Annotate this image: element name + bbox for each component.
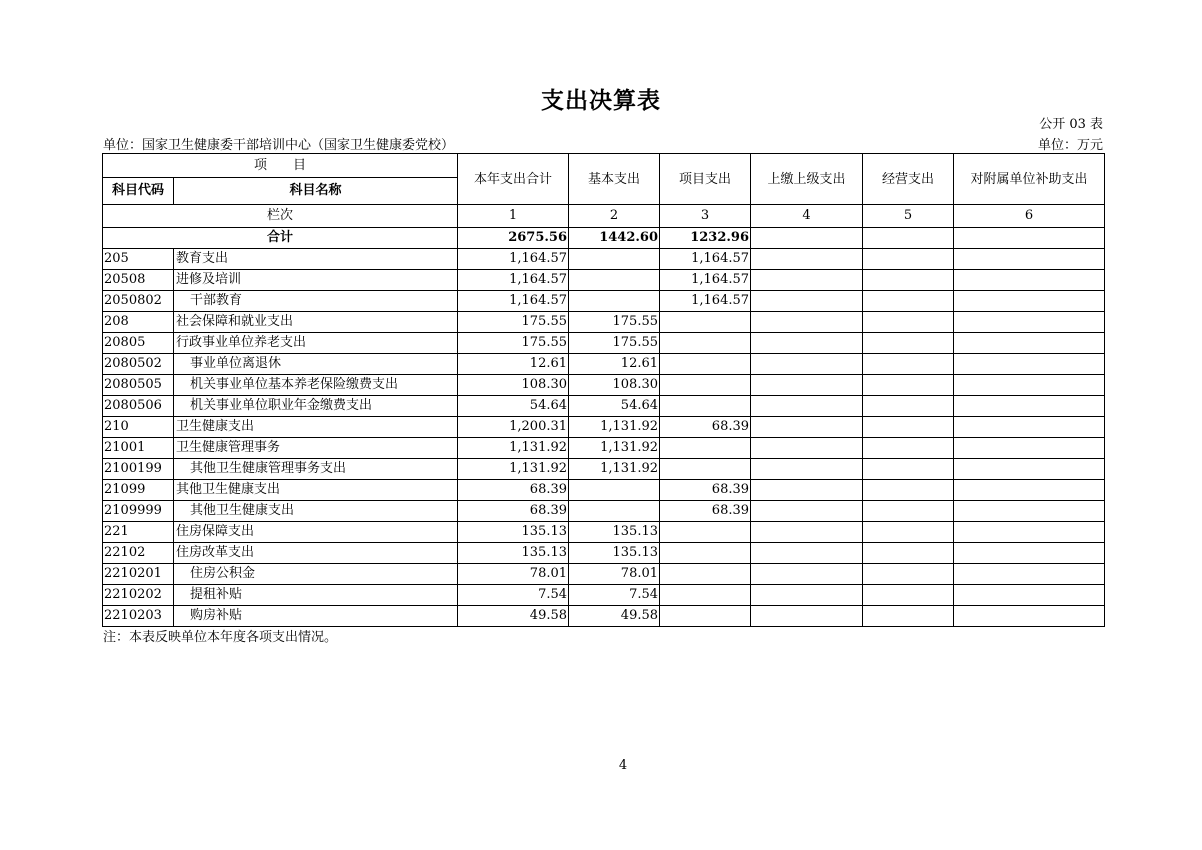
amount-cell (863, 438, 954, 459)
amount-cell (863, 291, 954, 312)
table-note: 注：本表反映单位本年度各项支出情况。 (103, 630, 338, 645)
amount-cell (863, 522, 954, 543)
table-row (103, 396, 1105, 417)
amount-cell: 68.39 (458, 480, 569, 501)
amount-cell (954, 333, 1105, 354)
header-item: 项 目 (103, 154, 458, 178)
total-value (954, 228, 1105, 249)
form-code: 公开 03 表 (1039, 117, 1103, 132)
amount-cell (569, 480, 660, 501)
amount-cell: 49.58 (569, 606, 660, 627)
amount-cell (751, 291, 863, 312)
amount-cell: 175.55 (458, 312, 569, 333)
amount-cell (954, 270, 1105, 291)
amount-cell (569, 501, 660, 522)
subject-name: 社会保障和就业支出 (174, 312, 458, 333)
table-row (103, 312, 1105, 333)
amount-cell: 78.01 (569, 564, 660, 585)
subject-code: 2080502 (103, 354, 174, 375)
subject-code: 2210201 (103, 564, 174, 585)
table-row (103, 564, 1105, 585)
amount-cell: 108.30 (569, 375, 660, 396)
subject-code: 21001 (103, 438, 174, 459)
subject-code: 205 (103, 249, 174, 270)
amount-cell (863, 354, 954, 375)
amount-cell (954, 543, 1105, 564)
total-value (751, 228, 863, 249)
total-value: 1442.60 (569, 228, 660, 249)
total-value: 1232.96 (660, 228, 751, 249)
amount-cell (954, 459, 1105, 480)
subject-code: 2109999 (103, 501, 174, 522)
table-body (103, 249, 1105, 627)
amount-cell (751, 522, 863, 543)
amount-cell (660, 585, 751, 606)
subject-code: 208 (103, 312, 174, 333)
table-row (103, 585, 1105, 606)
table-row (103, 543, 1105, 564)
expenditure-table (102, 153, 1105, 627)
amount-cell: 135.13 (458, 543, 569, 564)
amount-cell (954, 396, 1105, 417)
amount-cell (863, 417, 954, 438)
subject-code: 221 (103, 522, 174, 543)
amount-cell (660, 606, 751, 627)
amount-cell (660, 375, 751, 396)
column-header: 项目支出 (660, 154, 751, 205)
amount-cell (660, 354, 751, 375)
subject-name: 住房公积金 (174, 564, 458, 585)
amount-cell (751, 480, 863, 501)
subject-code: 2050802 (103, 291, 174, 312)
table-row (103, 270, 1105, 291)
unit-name: 单位：国家卫生健康委干部培训中心（国家卫生健康委党校） (103, 138, 455, 153)
amount-cell (751, 417, 863, 438)
amount-cell (660, 396, 751, 417)
lanci-number: 3 (660, 205, 751, 228)
amount-cell (863, 249, 954, 270)
amount-cell: 1,131.92 (458, 459, 569, 480)
subject-name: 其他卫生健康支出 (174, 501, 458, 522)
amount-cell (954, 585, 1105, 606)
table-row (103, 375, 1105, 396)
amount-cell: 1,164.57 (660, 270, 751, 291)
amount-cell (751, 249, 863, 270)
amount-cell (660, 438, 751, 459)
amount-cell (751, 333, 863, 354)
amount-cell: 68.39 (660, 480, 751, 501)
table-row (103, 438, 1105, 459)
table-row (103, 522, 1105, 543)
amount-cell (569, 270, 660, 291)
subject-code: 2210203 (103, 606, 174, 627)
subject-name: 干部教育 (174, 291, 458, 312)
unit-measure: 单位：万元 (1037, 138, 1103, 153)
amount-cell: 12.61 (569, 354, 660, 375)
amount-cell: 1,164.57 (458, 249, 569, 270)
amount-cell: 1,164.57 (458, 291, 569, 312)
amount-cell (863, 375, 954, 396)
header-code: 科目代码 (103, 178, 174, 205)
amount-cell: 1,131.92 (458, 438, 569, 459)
amount-cell (751, 564, 863, 585)
amount-cell: 54.64 (569, 396, 660, 417)
column-header: 上缴上级支出 (751, 154, 863, 205)
amount-cell (751, 438, 863, 459)
subject-name: 提租补贴 (174, 585, 458, 606)
amount-cell (660, 543, 751, 564)
amount-cell (954, 312, 1105, 333)
column-header: 基本支出 (569, 154, 660, 205)
amount-cell: 135.13 (458, 522, 569, 543)
subject-name: 购房补贴 (174, 606, 458, 627)
table-row (103, 333, 1105, 354)
amount-cell (863, 543, 954, 564)
amount-cell: 68.39 (660, 417, 751, 438)
subject-code: 21099 (103, 480, 174, 501)
amount-cell (863, 396, 954, 417)
amount-cell: 135.13 (569, 543, 660, 564)
amount-cell: 1,131.92 (569, 459, 660, 480)
lanci-number: 1 (458, 205, 569, 228)
amount-cell (751, 459, 863, 480)
subject-code: 20805 (103, 333, 174, 354)
subject-code: 2080506 (103, 396, 174, 417)
subject-name: 进修及培训 (174, 270, 458, 291)
amount-cell: 135.13 (569, 522, 660, 543)
amount-cell (660, 333, 751, 354)
amount-cell (751, 312, 863, 333)
amount-cell (569, 291, 660, 312)
amount-cell: 1,164.57 (458, 270, 569, 291)
amount-cell (954, 354, 1105, 375)
amount-cell (863, 333, 954, 354)
table-row (103, 249, 1105, 270)
subject-code: 210 (103, 417, 174, 438)
amount-cell: 108.30 (458, 375, 569, 396)
total-value (863, 228, 954, 249)
subject-name: 事业单位离退休 (174, 354, 458, 375)
amount-cell: 54.64 (458, 396, 569, 417)
amount-cell (863, 501, 954, 522)
amount-cell (863, 606, 954, 627)
amount-cell (863, 312, 954, 333)
amount-cell (569, 249, 660, 270)
lanci-number: 6 (954, 205, 1105, 228)
amount-cell (751, 354, 863, 375)
column-header: 对附属单位补助支出 (954, 154, 1105, 205)
amount-cell (954, 522, 1105, 543)
amount-cell (863, 564, 954, 585)
amount-cell: 175.55 (458, 333, 569, 354)
amount-cell (660, 564, 751, 585)
amount-cell (751, 270, 863, 291)
lanci-number: 2 (569, 205, 660, 228)
table-row (103, 459, 1105, 480)
header-name: 科目名称 (174, 178, 458, 205)
page-title: 支出决算表 (541, 87, 661, 114)
total-label: 合计 (103, 228, 458, 249)
subject-name: 机关事业单位基本养老保险缴费支出 (174, 375, 458, 396)
amount-cell: 7.54 (458, 585, 569, 606)
amount-cell: 7.54 (569, 585, 660, 606)
amount-cell: 12.61 (458, 354, 569, 375)
subject-name: 住房保障支出 (174, 522, 458, 543)
amount-cell: 49.58 (458, 606, 569, 627)
amount-cell: 1,164.57 (660, 291, 751, 312)
amount-cell: 78.01 (458, 564, 569, 585)
lanci-number: 4 (751, 205, 863, 228)
amount-cell (863, 459, 954, 480)
amount-cell (751, 543, 863, 564)
subject-code: 20508 (103, 270, 174, 291)
amount-cell (863, 270, 954, 291)
amount-cell (751, 375, 863, 396)
amount-cell (954, 291, 1105, 312)
column-header: 本年支出合计 (458, 154, 569, 205)
subject-name: 教育支出 (174, 249, 458, 270)
amount-cell (954, 438, 1105, 459)
lanci-row (103, 205, 1105, 228)
amount-cell (660, 312, 751, 333)
subject-name: 行政事业单位养老支出 (174, 333, 458, 354)
subject-code: 22102 (103, 543, 174, 564)
amount-cell (863, 585, 954, 606)
amount-cell: 175.55 (569, 333, 660, 354)
subject-name: 住房改革支出 (174, 543, 458, 564)
subject-name: 其他卫生健康支出 (174, 480, 458, 501)
subject-name: 机关事业单位职业年金缴费支出 (174, 396, 458, 417)
amount-cell: 68.39 (660, 501, 751, 522)
amount-cell (660, 522, 751, 543)
amount-cell (660, 459, 751, 480)
table-row (103, 480, 1105, 501)
table-row (103, 354, 1105, 375)
amount-cell (751, 606, 863, 627)
amount-cell: 1,131.92 (569, 438, 660, 459)
amount-cell (863, 480, 954, 501)
subject-code: 2080505 (103, 375, 174, 396)
table-row (103, 417, 1105, 438)
subject-name: 卫生健康支出 (174, 417, 458, 438)
total-value: 2675.56 (458, 228, 569, 249)
subject-name: 卫生健康管理事务 (174, 438, 458, 459)
column-header: 经营支出 (863, 154, 954, 205)
total-row (103, 228, 1105, 249)
table-row (103, 291, 1105, 312)
amount-cell (954, 501, 1105, 522)
amount-cell (751, 501, 863, 522)
lanci-label: 栏次 (103, 205, 458, 228)
amount-cell (954, 564, 1105, 585)
table-row (103, 501, 1105, 522)
amount-cell (751, 396, 863, 417)
subject-code: 2100199 (103, 459, 174, 480)
amount-cell (954, 417, 1105, 438)
amount-cell: 1,200.31 (458, 417, 569, 438)
amount-cell (954, 480, 1105, 501)
table-row (103, 606, 1105, 627)
amount-cell (954, 606, 1105, 627)
amount-cell (954, 375, 1105, 396)
amount-cell: 1,164.57 (660, 249, 751, 270)
page-number: 4 (618, 758, 628, 773)
amount-cell: 68.39 (458, 501, 569, 522)
subject-code: 2210202 (103, 585, 174, 606)
amount-cell: 175.55 (569, 312, 660, 333)
amount-cell (954, 249, 1105, 270)
lanci-number: 5 (863, 205, 954, 228)
amount-cell (751, 585, 863, 606)
amount-cell: 1,131.92 (569, 417, 660, 438)
subject-name: 其他卫生健康管理事务支出 (174, 459, 458, 480)
